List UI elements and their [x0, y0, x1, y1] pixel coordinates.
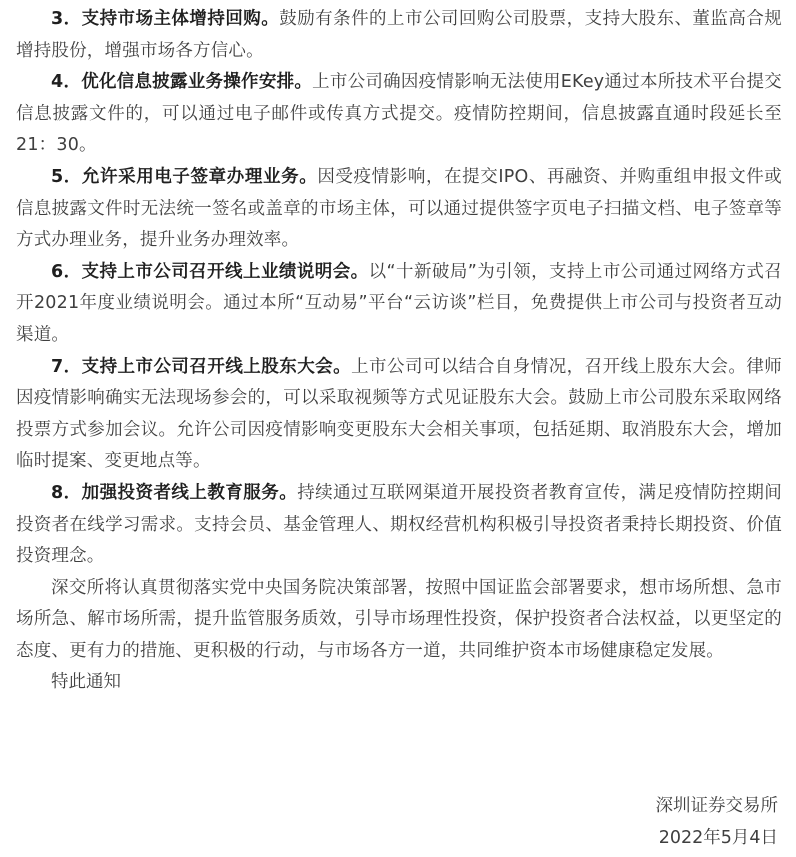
item-3	[16, 4, 782, 67]
conclusion-paragraph: 深交所将认真贯彻落实党中央国务院决策部署，按照中国证监会部署要求，想市场所想、急市场所急、解市场所需，提升监管服务质效，引导市场理性投资，保护投资者合法权益，以更坚定的态度、更有力的措施、更积极的行动，与市场各方一道，共同维护资本市场健康稳定发展。	[16, 577, 782, 661]
signature-block	[656, 790, 779, 854]
closing-line: 特此通知	[51, 672, 121, 693]
signature-org: 深圳证券交易所	[655, 796, 778, 816]
item-8-body: 持续通过互联网渠道开展投资者教育宣传，满足疫情防控期间投资者在线学习需求。支持会员、基金管理人、期权经营机构积极引导投资者秉持长期投资、价值投资理念。	[16, 482, 782, 567]
item-8-heading: 8．加强投资者线上教育服务。	[51, 482, 298, 503]
item-5	[16, 162, 782, 257]
item-5-heading: 5．允许采用电子签章办理业务。	[51, 166, 318, 187]
item-7-body: 上市公司可以结合自身情况，召开线上股东大会。律师因疫情影响确实无法现场参会的，可以采取视频等方式见证股东大会。鼓励上市公司股东采取网络投票方式参加会议。允许公司因疫情影响变更股东大会相关事项，包括延期、取消股东大会，增加临时提案、变更地点等。	[16, 356, 782, 472]
item-7	[16, 352, 782, 478]
item-7-heading: 7．支持上市公司召开线上股东大会。	[51, 356, 352, 377]
item-4-body: 上市公司确因疫情影响无法使用EKey通过本所技术平台提交信息披露文件的，可以通过电子邮件或传真方式提交。疫情防控期间，信息披露直通时段延长至21：30。	[16, 72, 782, 156]
item-8	[16, 478, 782, 573]
signature-date: 2022年5月4日	[658, 828, 778, 848]
item-6-body: 以“十新破局”为引领，支持上市公司通过网络方式召开2021年度业绩说明会。通过本所“互动易”平台“云访谈”栏目，免费提供上市公司与投资者互动渠道。	[16, 261, 782, 345]
item-3-heading: 3．支持市场主体增持回购。	[51, 9, 280, 29]
item-4	[16, 67, 782, 162]
item-6	[16, 257, 782, 352]
item-5-body: 因受疫情影响，在提交IPO、再融资、并购重组申报文件或信息披露文件时无法统一签名或盖章的市场主体，可以通过提供签字页电子扫描文档、电子签章等方式办理业务，提升业务办理效率。	[16, 166, 782, 251]
item-6-heading: 6．支持上市公司召开线上业绩说明会。	[51, 261, 369, 282]
item-4-heading: 4．优化信息披露业务操作安排。	[51, 72, 313, 93]
notice-body	[16, 4, 782, 699]
item-3-body: 鼓励有条件的上市公司回购公司股票，支持大股东、董监高合规增持股份，增强市场各方信心。	[16, 9, 782, 61]
